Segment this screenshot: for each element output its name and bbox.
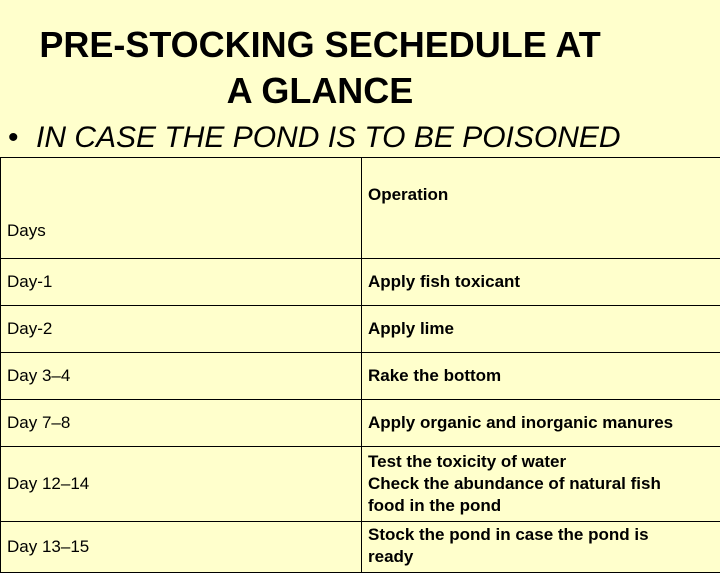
day-cell: Day 13–15 xyxy=(1,522,362,573)
operation-line: Check the abundance of natural fish xyxy=(368,473,717,495)
title-line-2: A GLANCE xyxy=(0,68,640,114)
table-row xyxy=(1,447,720,522)
header-days: Days xyxy=(1,158,362,259)
day-cell: Day 12–14 xyxy=(1,447,362,522)
operation-line: food in the pond xyxy=(368,495,717,517)
title-line-1: PRE-STOCKING SECHEDULE AT xyxy=(0,22,640,68)
header-operation: Operation xyxy=(362,158,720,259)
day-cell: Day 3–4 xyxy=(1,353,362,400)
operation-line: Apply fish toxicant xyxy=(368,271,717,293)
operation-line: Stock the pond in case the pond is xyxy=(368,524,717,546)
operation-line: Test the toxicity of water xyxy=(368,451,717,473)
table-row xyxy=(1,353,720,400)
operation-cell xyxy=(362,522,720,573)
schedule-table xyxy=(0,157,720,573)
bullet-text: IN CASE THE POND IS TO BE POISONED xyxy=(36,121,621,154)
bullet-point xyxy=(8,118,621,158)
day-cell: Day-2 xyxy=(1,306,362,353)
operation-cell xyxy=(362,353,720,400)
operation-line: Apply lime xyxy=(368,318,717,340)
operation-cell xyxy=(362,259,720,306)
operation-cell xyxy=(362,400,720,447)
operation-line: Apply organic and inorganic manures xyxy=(368,412,717,434)
day-cell: Day-1 xyxy=(1,259,362,306)
bullet-icon: • xyxy=(8,118,36,158)
day-cell: Day 7–8 xyxy=(1,400,362,447)
table-header-row xyxy=(1,158,720,259)
table-row xyxy=(1,522,720,573)
operation-line: Rake the bottom xyxy=(368,365,717,387)
table-row xyxy=(1,400,720,447)
table-row xyxy=(1,259,720,306)
operation-cell xyxy=(362,306,720,353)
operation-cell xyxy=(362,447,720,522)
page-title xyxy=(0,22,640,114)
operation-line: ready xyxy=(368,546,717,568)
table-row xyxy=(1,306,720,353)
